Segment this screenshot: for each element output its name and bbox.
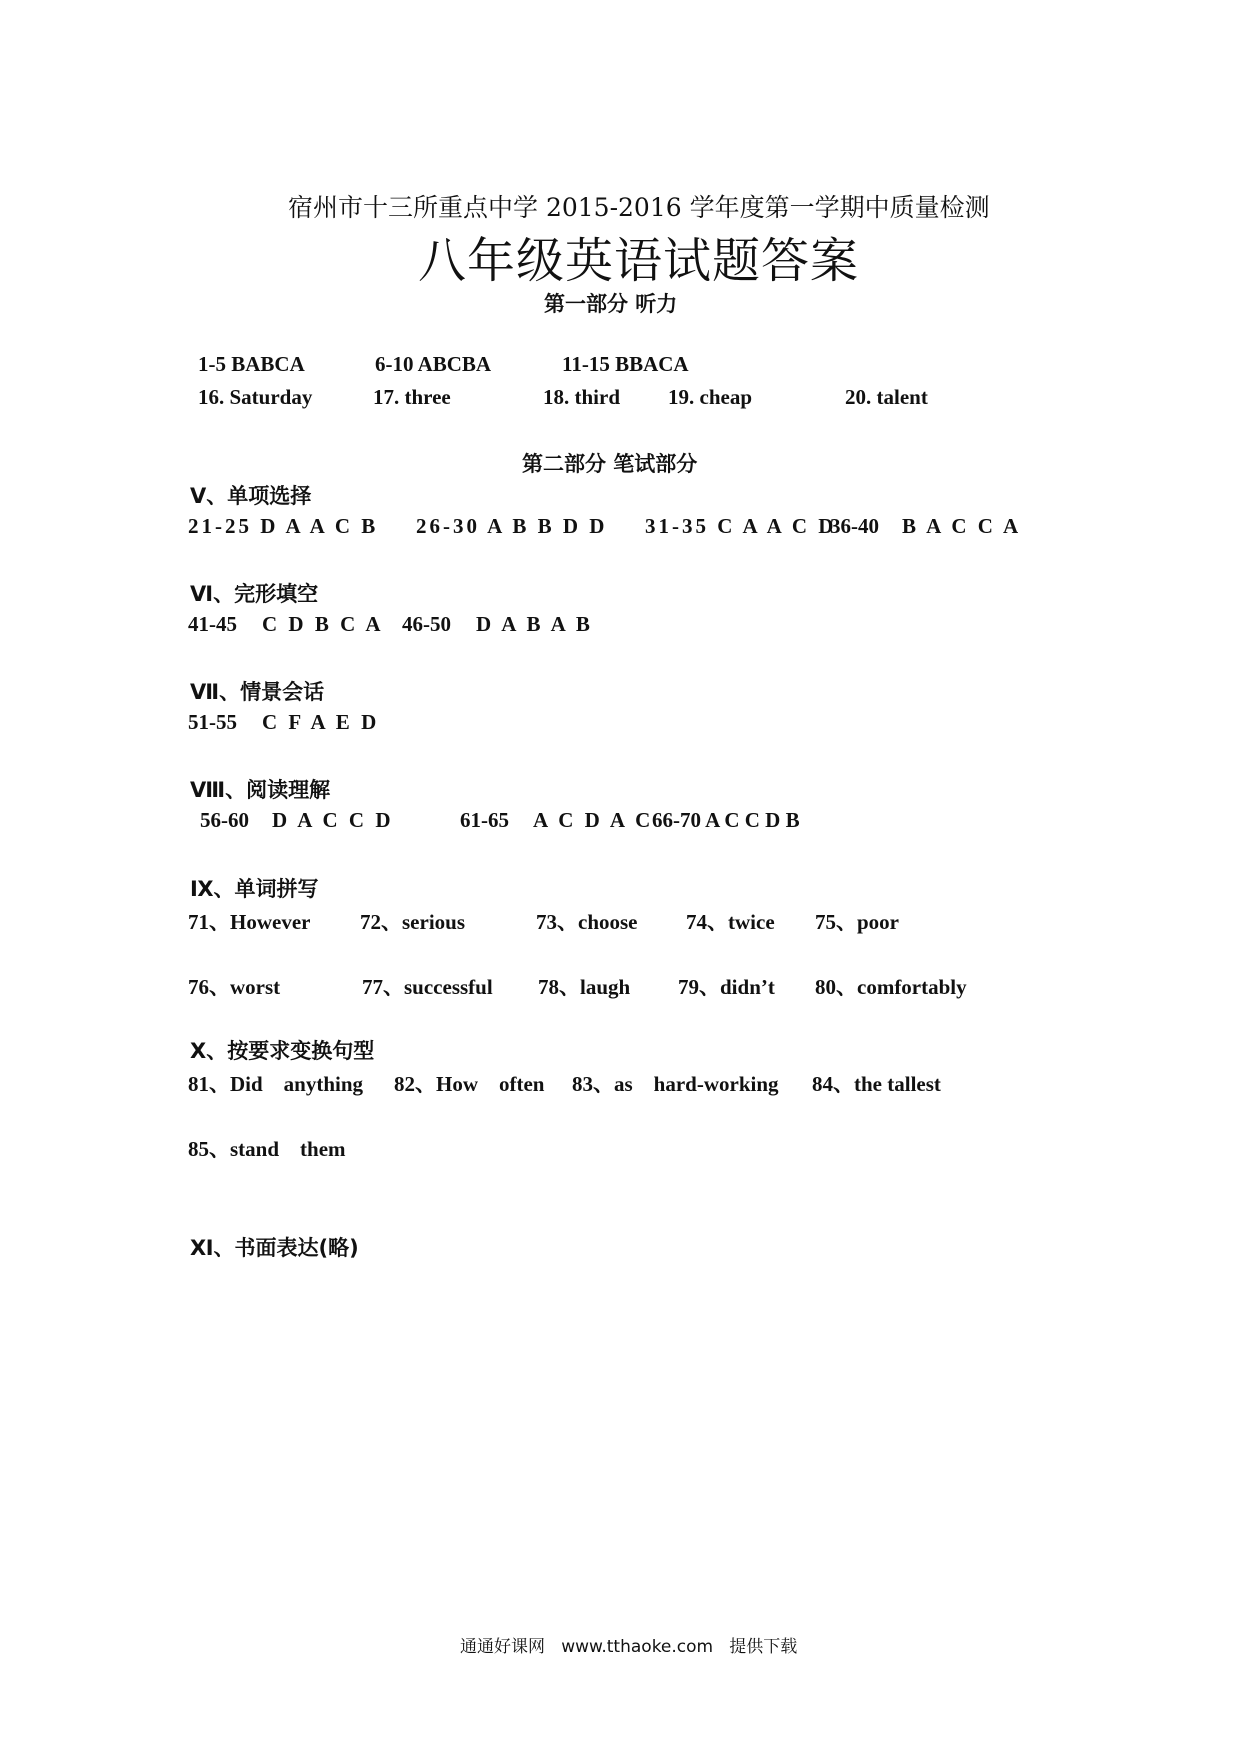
answer-item: 17. three: [373, 385, 451, 409]
answer-group: D A B A B: [476, 612, 593, 636]
answer-group: C F A E D: [262, 710, 380, 734]
section-heading: Ⅵ、完形填空: [190, 582, 319, 606]
answer-range: 56-60: [200, 808, 249, 832]
answer-item: 18. third: [543, 385, 621, 409]
part1-heading: 第一部分 听力: [544, 292, 678, 316]
answer-item: 84、the tallest: [812, 1072, 941, 1096]
answer-item: 78、laugh: [538, 975, 631, 999]
answer-group: B A C C A: [902, 514, 1022, 538]
page-title: 八年级英语试题答案: [418, 233, 860, 289]
answer-group: C D B C A: [262, 612, 384, 636]
answer-group: 6-10 ABCBA: [375, 352, 492, 376]
exam-subtitle: 宿州市十三所重点中学 2015-2016 学年度第一学期中质量检测: [288, 193, 990, 222]
answer-item: 85、stand them: [188, 1137, 346, 1161]
answer-item: 72、serious: [360, 910, 465, 934]
answer-group: A C D A C: [533, 808, 654, 832]
answer-item: 83、as hard-working: [572, 1072, 779, 1096]
answer-range: 46-50: [402, 612, 451, 636]
section-heading: Ⅺ、书面表达(略): [190, 1236, 359, 1260]
answer-range: 61-65: [460, 808, 509, 832]
answer-item: 16. Saturday: [198, 385, 313, 409]
answer-range: 36-40: [830, 514, 879, 538]
section-heading: Ⅷ、阅读理解: [190, 778, 331, 802]
answer-group: 11-15 BBACA: [562, 352, 689, 376]
answer-item: 75、poor: [815, 910, 899, 934]
answer-item: 74、twice: [686, 910, 775, 934]
answer-group: D A C C D: [272, 808, 394, 832]
answer-group: 66-70 A C C D B: [652, 808, 800, 832]
answer-group: 21-25 D A A C B: [188, 514, 379, 538]
answer-group: 26-30 A B B D D: [416, 514, 608, 538]
section-heading: Ⅶ、情景会话: [190, 680, 325, 704]
answer-item: 80、comfortably: [815, 975, 967, 999]
part2-heading: 第二部分 笔试部分: [522, 452, 698, 476]
answer-group: 31-35 C A A C D: [645, 514, 837, 538]
answer-item: 79、didn’t: [678, 975, 775, 999]
section-heading: Ⅹ、按要求变换句型: [190, 1039, 375, 1063]
footer-credit: 通通好课网 www.tthaoke.com 提供下载: [460, 1637, 798, 1657]
answer-range: 51-55: [188, 710, 237, 734]
answer-item: 77、successful: [362, 975, 493, 999]
answer-range: 41-45: [188, 612, 237, 636]
answer-item: 71、However: [188, 910, 311, 934]
answer-item: 19. cheap: [668, 385, 752, 409]
answer-item: 81、Did anything: [188, 1072, 364, 1096]
answer-item: 73、choose: [536, 910, 638, 934]
answer-item: 82、How often: [394, 1072, 545, 1096]
answer-group: 1-5 BABCA: [198, 352, 305, 376]
answer-item: 20. talent: [845, 385, 928, 409]
answer-item: 76、worst: [188, 975, 281, 999]
section-heading: Ⅴ、单项选择: [190, 484, 312, 508]
section-heading: Ⅸ、单词拼写: [190, 877, 319, 901]
